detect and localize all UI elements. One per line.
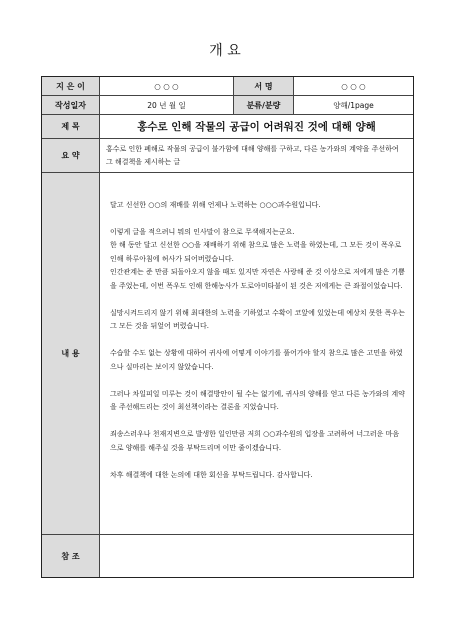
summary-label: 요 약 [42,139,100,172]
reference-label: 참 조 [42,535,100,577]
date-value[interactable]: 20 년 월 일 [100,96,234,114]
reference-row [42,535,413,577]
content-paragraph: 이렇게 글을 적으려니 뭐의 인사말이 참으로 무색해지는군요. [110,227,295,236]
summary-value[interactable]: 홍수로 인한 폐해로 작물의 공급이 불가함에 대해 양해를 구하고, 다른 농가와의 계약을 주선하여 그 해결책을 제시하는 글 [106,145,399,166]
content-paragraph: 죄송스러우나 천재지변으로 발생한 일인만큼 저희 ○○과수원의 입장을 고려하여 너그러운 마음으로 양해를 해주실 것을 부탁드리며 이만 줄이겠습니다. [110,430,400,452]
content-paragraph: 달고 신선한 ○○의 재배를 위해 언제나 노력하는 ○○○과수원입니다. [110,200,321,209]
author-label: 지 은 이 [42,77,100,95]
document-title: 개 요 [209,43,241,59]
overview-form [41,76,414,578]
content-row [42,173,413,535]
content-label: 내 용 [42,173,100,534]
signature-value[interactable]: ○ ○ ○ [341,81,366,91]
content-paragraph: 수습할 수도 없는 상황에 대하여 귀사에 어떻게 이야기를 풀어가야 할지 참으로 많은 고민을 하였으나 실마리는 보이지 않았습니다. [110,349,403,371]
content-paragraph: 그러나 차일피일 미루는 것이 해결방안이 될 수는 없기에, 귀사의 양해를 얻고 다른 농가와의 계약을 주선해드리는 것이 최선책이라는 결론을 지었습니다. [110,389,405,411]
category-label: 분류/분량 [234,96,294,114]
author-row [42,77,413,96]
date-row [42,96,413,115]
content-body[interactable] [100,173,413,534]
author-value[interactable]: ○ ○ ○ [100,77,234,95]
category-value[interactable]: 양해/1page [333,100,374,110]
subject-label: 제 목 [42,115,100,138]
signature-label: 서 명 [234,77,294,95]
content-paragraph: 한 해 동안 달고 신선한 ○○을 재배하기 위해 참으로 많은 노력을 하였는데, 그 모든 것이 폭우로 인해 하루아침에 허사가 되어버렸습니다. [110,241,402,263]
date-label: 작성일자 [42,96,100,114]
subject-row [42,115,413,139]
summary-row [42,139,413,173]
content-paragraph: 차후 해결책에 대한 논의에 대한 회신을 부탁드립니다. 감사합니다. [110,470,313,479]
subject-value[interactable]: 홍수로 인해 작물의 공급이 어려워진 것에 대해 양해 [137,121,376,133]
content-paragraph: 실망시켜드리지 않기 위해 최대한의 노력을 기하였고 수확이 코앞에 있었는데 예상치 못한 폭우는 그 모든 것을 뒤엎어 버렸습니다. [110,308,405,330]
content-paragraph: 인간관계는 준 만큼 되돌아오지 않을 때도 있지만 자연은 사랑해 준 것 이상으로 저에게 많은 기쁨을 주었는데, 이번 폭우도 인해 한해농사가 도로아미타불이 된 것은 저에게는 큰 좌절이었습니다. [110,268,405,290]
reference-value[interactable] [100,535,413,577]
